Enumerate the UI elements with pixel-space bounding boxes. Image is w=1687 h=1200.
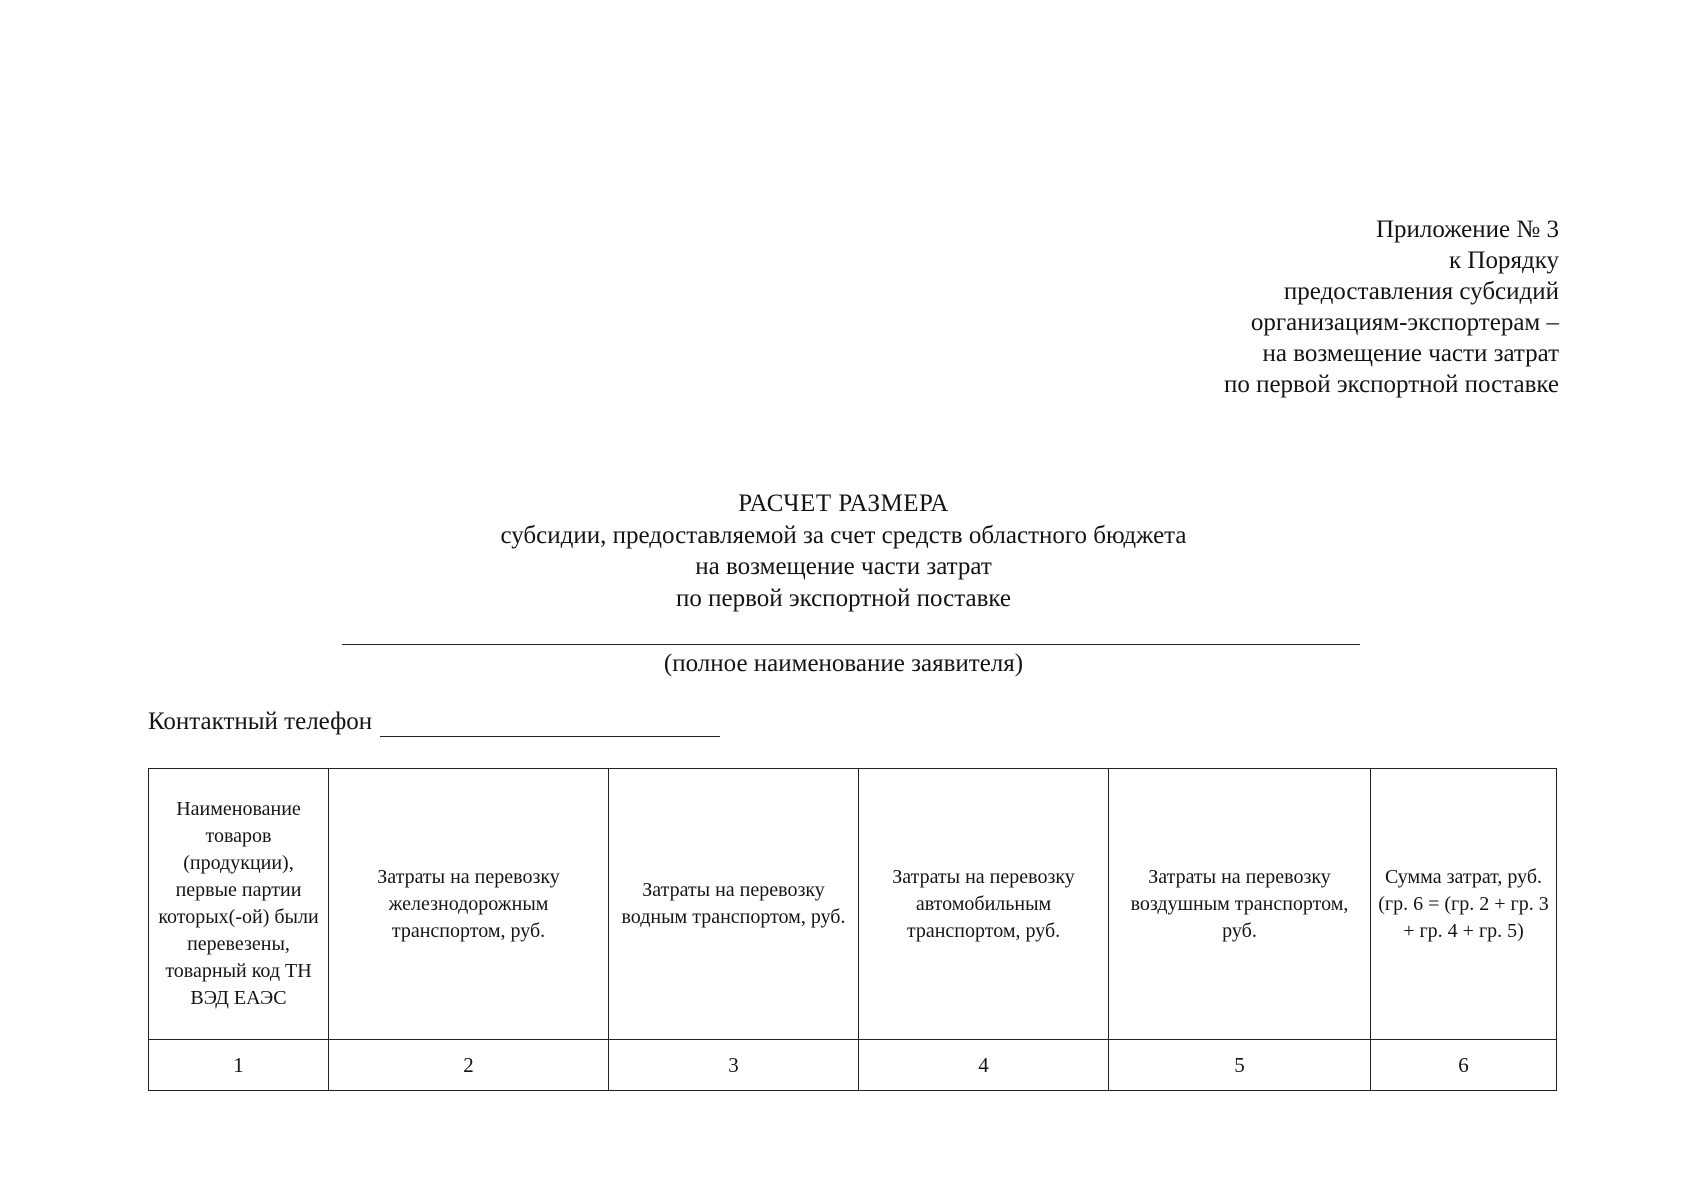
applicant-name-blank-line[interactable] — [342, 644, 1360, 645]
appendix-line: организациям-экспортерам – — [1250, 309, 1559, 336]
calculation-table — [148, 768, 1557, 1091]
table-header-row — [149, 769, 1557, 1040]
header-cell-goods-name: Наименование товаров (продукции), первые партии которых(-ой) были перевезены, товарный код ТН ВЭД ЕАЭС — [149, 769, 329, 1040]
contact-phone-row — [148, 706, 720, 737]
appendix-line: к Порядку — [1449, 247, 1559, 274]
header-cell-road-costs: Затраты на перевозку автомобильным транспортом, руб. — [859, 769, 1109, 1040]
column-number-cell: 3 — [609, 1040, 859, 1091]
header-cell-rail-costs: Затраты на перевозку железнодорожным транспортом, руб. — [329, 769, 609, 1040]
appendix-line: Приложение № 3 — [1375, 216, 1559, 243]
appendix-line: по первой экспортной поставке — [1223, 371, 1559, 398]
column-number-cell: 6 — [1371, 1040, 1557, 1091]
document-title — [0, 488, 1687, 614]
header-cell-total-costs: Сумма затрат, руб. (гр. 6 = (гр. 2 + гр. 3 + гр. 4 + гр. 5) — [1371, 769, 1557, 1040]
appendix-line: на возмещение части затрат — [1262, 340, 1559, 367]
column-number-row — [149, 1040, 1557, 1091]
title-line: по первой экспортной поставке — [675, 584, 1012, 612]
appendix-reference — [1224, 214, 1559, 400]
header-cell-air-costs: Затраты на перевозку воздушным транспортом, руб. — [1109, 769, 1371, 1040]
column-number-cell: 2 — [329, 1040, 609, 1091]
title-line: на возмещение части затрат — [695, 553, 992, 580]
applicant-name-caption: (полное наименование заявителя) — [663, 650, 1024, 677]
contact-phone-label: Контактный телефон — [148, 708, 373, 735]
column-number-cell: 4 — [859, 1040, 1109, 1091]
contact-phone-blank-line[interactable] — [380, 736, 720, 737]
appendix-line: предоставления субсидий — [1283, 278, 1559, 305]
header-cell-water-costs: Затраты на перевозку водным транспортом, руб. — [609, 769, 859, 1040]
column-number-cell: 5 — [1109, 1040, 1371, 1091]
title-line: субсидии, предоставляемой за счет средств областного бюджета — [500, 521, 1187, 549]
column-number-cell: 1 — [149, 1040, 329, 1091]
title-main: РАСЧЕТ РАЗМЕРА — [738, 490, 949, 517]
